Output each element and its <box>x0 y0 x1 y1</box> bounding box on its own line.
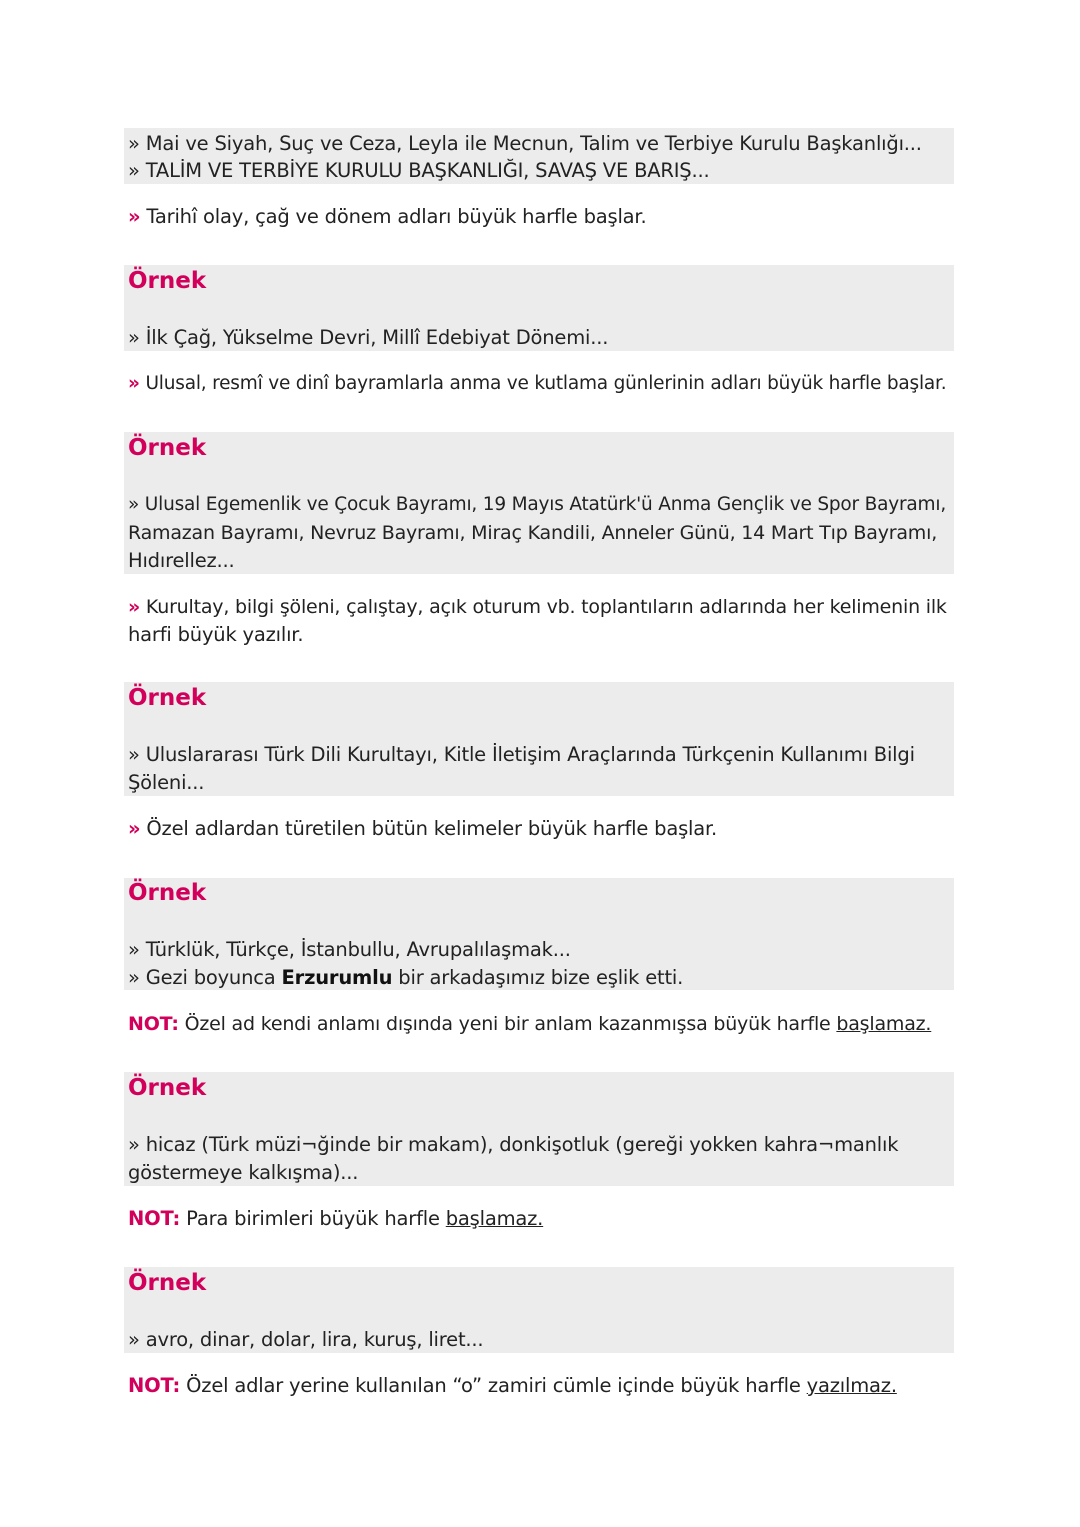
example-line: göstermeye kalkışma)... <box>128 1161 359 1184</box>
bullet-marker: » <box>128 596 141 618</box>
rule-sentence: Tarihî olay, çağ ve dönem adları büyük harfle başlar. <box>140 205 647 228</box>
example-line: » Mai ve Siyah, Suç ve Ceza, Leyla ile Mecnun, Talim ve Terbiye Kurulu Başkanlığı... <box>128 132 922 155</box>
rule-text <box>128 593 947 621</box>
note-label: NOT: <box>128 1013 179 1035</box>
rule-text-continued: harfi büyük yazılır. <box>128 623 304 646</box>
example-text: » Gezi boyunca <box>128 966 282 989</box>
emphasized-word: Erzurumlu <box>281 966 393 989</box>
example-line: Ramazan Bayramı, Nevruz Bayramı, Miraç Kandili, Anneler Günü, 14 Mart Tıp Bayramı, <box>128 522 938 544</box>
rule-text <box>128 370 946 398</box>
note-text <box>128 1205 543 1233</box>
example-heading: Örnek <box>128 435 207 461</box>
bullet-marker: » <box>128 205 141 228</box>
example-line <box>128 964 683 992</box>
rule-text <box>128 815 717 843</box>
underlined-word: başlamaz. <box>445 1207 544 1230</box>
bullet-marker: » <box>128 817 141 840</box>
example-heading: Örnek <box>128 1270 207 1296</box>
example-line: » Türklük, Türkçe, İstanbullu, Avrupalılaşmak... <box>128 938 571 961</box>
note-text <box>128 1010 931 1038</box>
note-label: NOT: <box>128 1374 181 1397</box>
example-line: » İlk Çağ, Yükselme Devri, Millî Edebiyat Dönemi... <box>128 326 609 349</box>
rule-text <box>128 203 646 231</box>
example-line: » Ulusal Egemenlik ve Çocuk Bayramı, 19 Mayıs Atatürk'ü Anma Gençlik ve Spor Bayramı, <box>128 494 947 515</box>
example-heading: Örnek <box>128 1075 207 1101</box>
note-text <box>128 1372 897 1400</box>
rule-sentence: Ulusal, resmî ve dinî bayramlarla anma ve kutlama günlerinin adları büyük harfle başlar. <box>139 373 947 394</box>
example-line: » Uluslararası Türk Dili Kurultayı, Kitle İletişim Araçlarında Türkçenin Kullanımı Bilgi <box>128 743 915 766</box>
note-sentence: Para birimleri büyük harfle <box>180 1207 446 1230</box>
example-line: » hicaz (Türk müzi¬ğinde bir makam), donkişotluk (gereği yokken kahra¬manlık <box>128 1133 899 1156</box>
example-heading: Örnek <box>128 268 207 294</box>
rule-sentence: Özel adlardan türetilen bütün kelimeler büyük harfle başlar. <box>140 817 718 840</box>
example-line: » avro, dinar, dolar, lira, kuruş, liret... <box>128 1328 484 1351</box>
note-label: NOT: <box>128 1207 181 1230</box>
example-heading: Örnek <box>128 685 207 711</box>
example-heading: Örnek <box>128 880 207 906</box>
example-line: » TALİM VE TERBİYE KURULU BAŞKANLIĞI, SAVAŞ VE BARIŞ... <box>128 159 710 182</box>
example-line: Şöleni... <box>128 771 205 794</box>
note-sentence: Özel ad kendi anlamı dışında yeni bir anlam kazanmışsa büyük harfle <box>178 1013 837 1035</box>
example-text: bir arkadaşımız bize eşlik etti. <box>392 966 684 989</box>
rule-sentence: Kurultay, bilgi şöleni, çalıştay, açık oturum vb. toplantıların adlarında her kelimenin ilk <box>140 596 947 618</box>
note-sentence: Özel adlar yerine kullanılan “o” zamiri cümle içinde büyük harfle <box>180 1374 807 1397</box>
underlined-word: başlamaz. <box>836 1013 932 1035</box>
example-line: Hıdırellez... <box>128 549 235 572</box>
underlined-word: yazılmaz. <box>806 1374 897 1397</box>
bullet-marker: » <box>128 373 140 394</box>
example-box-4 <box>124 682 954 796</box>
